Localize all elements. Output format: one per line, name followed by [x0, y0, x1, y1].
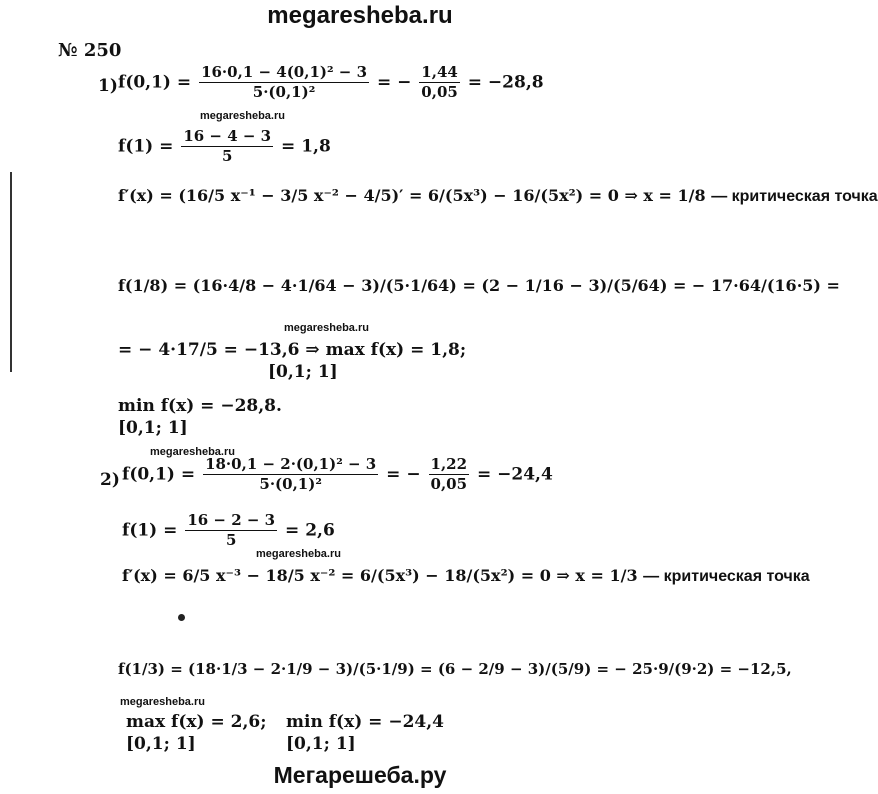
header-site: megaresheba.ru — [267, 2, 453, 29]
part1-min-interval: [0,1; 1] — [118, 418, 188, 438]
watermark: megaresheba.ru — [150, 446, 235, 458]
part1-f1-num: 16 − 4 − 3 — [181, 128, 273, 147]
part1-f1-fraction — [181, 128, 273, 166]
part1-f01-line — [118, 64, 544, 102]
part1-f01-num2: 1,44 — [419, 64, 460, 83]
part2-f01-den: 5·(0,1)² — [259, 475, 322, 494]
part2-f13-line: f(1/3) = (18·1/3 − 2·1/9 − 3)/(5·1/9) = (6 − 2/9 − 3)/(5/9) = − 25·9/(9·2) = −12,5, — [118, 660, 792, 678]
footer-site: Мегарешеба.ру — [273, 762, 447, 788]
watermark: megaresheba.ru — [200, 110, 285, 122]
part2-min-interval: [0,1; 1] — [286, 734, 356, 754]
part2-f01-fraction — [203, 456, 378, 494]
part2-label: 2) — [100, 470, 120, 490]
part2-f01-result: = −24,4 — [476, 464, 553, 485]
part1-f01-den2: 0,05 — [421, 83, 458, 102]
part2-deriv-line — [122, 566, 810, 586]
part2-f1-fraction — [185, 512, 277, 550]
watermark: megaresheba.ru — [284, 322, 369, 334]
part1-deriv-text: f′(x) = (16/5 x⁻¹ − 3/5 x⁻² − 4/5)′ = 6/(5x³) − 16/(5x²) = 0 ⇒ x = 1/8 — [118, 186, 706, 205]
watermark: megaresheba.ru — [256, 548, 341, 560]
part2-f1-lhs: f(1) = — [122, 520, 178, 541]
ink-dot — [178, 614, 185, 621]
part2-f01-lhs: f(0,1) = — [122, 464, 196, 485]
part2-f1-num: 16 − 2 − 3 — [185, 512, 277, 531]
margin-bar — [10, 172, 12, 372]
part1-deriv-line — [118, 186, 878, 206]
part2-f01-eq: = − — [386, 464, 421, 485]
part2-f1-den: 5 — [226, 531, 237, 550]
part2-f01-fraction2 — [429, 456, 470, 494]
part2-max: max f(x) = 2,6; — [126, 712, 267, 732]
part2-deriv-text: f′(x) = 6/5 x⁻³ − 18/5 x⁻² = 6/(5x³) − 18/(5x²) = 0 ⇒ x = 1/3 — [122, 566, 638, 585]
problem-number: № 250 — [58, 40, 122, 61]
part2-f01-line — [122, 456, 553, 494]
part1-label: 1) — [98, 76, 118, 96]
part1-f01-num: 16·0,1 − 4(0,1)² − 3 — [199, 64, 369, 83]
part2-f1-line — [122, 512, 335, 550]
part2-min: min f(x) = −24,4 — [286, 712, 444, 732]
part1-f01-lhs: f(0,1) = — [118, 72, 192, 93]
part1-f01-eq: = − — [376, 72, 412, 93]
part1-f01-fraction2 — [419, 64, 460, 102]
part1-max-interval: [0,1; 1] — [268, 362, 338, 382]
part1-f01-fraction — [199, 64, 369, 102]
part2-f01-num2: 1,22 — [429, 456, 470, 475]
part1-f1-result: = 1,8 — [281, 136, 331, 157]
part2-f1-result: = 2,6 — [285, 520, 335, 541]
part1-f01-result: = −28,8 — [467, 72, 544, 93]
part1-f18-line1: f(1/8) = (16·4/8 − 4·1/64 − 3)/(5·1/64) = (2 − 1/16 − 3)/(5/64) = − 17·64/(16·5) = — [118, 276, 840, 295]
part1-deriv-note: — критическая точка — [711, 188, 878, 205]
part2-deriv-note: — критическая точка — [643, 568, 810, 585]
part1-f18-line2: = − 4·17/5 = −13,6 ⇒ max f(x) = 1,8; — [118, 340, 467, 360]
part2-f01-num: 18·0,1 − 2·(0,1)² − 3 — [203, 456, 378, 475]
part1-min: min f(x) = −28,8. — [118, 396, 282, 416]
part1-f1-lhs: f(1) = — [118, 136, 174, 157]
watermark: megaresheba.ru — [120, 696, 205, 708]
part2-f01-den2: 0,05 — [430, 475, 468, 494]
part2-max-interval: [0,1; 1] — [126, 734, 196, 754]
part1-f01-den: 5·(0,1)² — [252, 83, 316, 102]
part1-f1-line — [118, 128, 331, 166]
part1-f1-den: 5 — [222, 147, 233, 166]
